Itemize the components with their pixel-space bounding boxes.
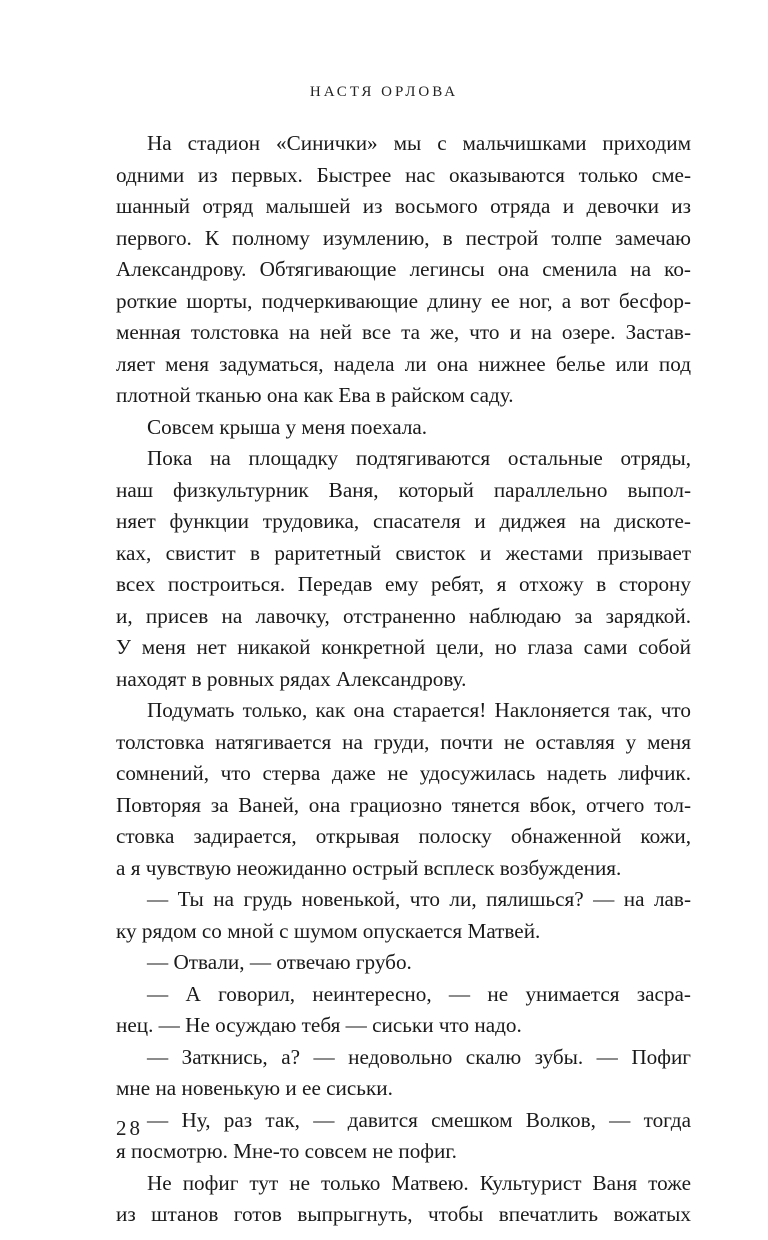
paragraph xyxy=(116,1105,691,1168)
paragraph xyxy=(116,412,691,444)
text-line: из штанов готов выпрыгнуть, чтобы впечатлить вожатых xyxy=(116,1202,691,1226)
text-line: — Ну, раз так, — давится смешком Волков, — тогда xyxy=(147,1107,691,1132)
text-line: плотной тканью она как Ева в райском саду. xyxy=(116,383,514,407)
body-text xyxy=(116,128,691,1231)
text-line: нец. — Не осуждаю тебя — сиськи что надо. xyxy=(116,1013,522,1037)
paragraph xyxy=(116,1168,691,1231)
text-line: мне на новенькую и ее сиськи. xyxy=(116,1076,393,1100)
text-line: ляет меня задуматься, надела ли она нижнее белье или под xyxy=(116,351,691,376)
text-line: Повторяя за Ваней, она грациозно тянется вбок, отчего тол- xyxy=(116,792,691,817)
text-line: толстовка натягивается на груди, почти не оставляя у меня xyxy=(116,729,691,754)
text-line: — Отвали, — отвечаю грубо. xyxy=(147,950,412,974)
text-line: Александрову. Обтягивающие легинсы она сменила на ко- xyxy=(116,257,691,281)
text-line: На стадион «Синички» мы с мальчишками приходим xyxy=(147,131,691,155)
text-line: я посмотрю. Мне-то совсем не пофиг. xyxy=(116,1139,457,1163)
text-line: — Ты на грудь новенькой, что ли, пялишься? — на лав- xyxy=(147,887,691,911)
text-line: а я чувствую неожиданно острый всплеск возбуждения. xyxy=(116,855,622,880)
text-line: первого. К полному изумлению, в пестрой толпе замечаю xyxy=(116,225,691,250)
text-line: находят в ровных рядах Александрову. xyxy=(116,666,467,691)
text-line: и, присев на лавочку, отстраненно наблюдаю за зарядкой. xyxy=(116,603,691,628)
paragraph xyxy=(116,695,691,884)
running-title: НАСТЯ ОРЛОВА xyxy=(309,84,459,100)
text-line: менная толстовка на ней все та же, что и на озере. Застав- xyxy=(116,320,691,344)
paragraph xyxy=(116,443,691,695)
text-line: роткие шорты, подчеркивающие длину ее ног, а вот бесфор- xyxy=(116,288,691,313)
text-line: наш физкультурник Ваня, который параллельно выпол- xyxy=(116,477,691,502)
text-line: стовка задирается, открывая полоску обнаженной кожи, xyxy=(116,824,691,848)
text-line: Не пофиг тут не только Матвею. Культурист Ваня тоже xyxy=(147,1170,691,1195)
paragraph xyxy=(116,947,691,979)
text-line: — Заткнись, а? — недовольно скалю зубы. — Пофиг xyxy=(147,1044,691,1069)
paragraph xyxy=(116,979,691,1042)
paragraph xyxy=(116,884,691,947)
text-line: ку рядом со мной с шумом опускается Матвей. xyxy=(116,918,541,943)
text-line: У меня нет никакой конкретной цели, но глаза сами собой xyxy=(116,635,691,659)
paragraph xyxy=(116,1042,691,1105)
text-line: Подумать только, как она старается! Наклоняется так, что xyxy=(147,698,691,722)
text-line: няет функции трудовика, спасателя и диджея на дискоте- xyxy=(116,509,691,533)
text-line: — А говорил, неинтересно, — не унимается засра- xyxy=(147,981,691,1006)
text-line: Пока на площадку подтягиваются остальные отряды, xyxy=(147,446,691,470)
text-line: шанный отряд малышей из восьмого отряда и девочки из xyxy=(116,194,691,218)
page-number: 28 xyxy=(116,1116,143,1140)
text-line: одними из первых. Быстрее нас оказываются только сме- xyxy=(116,162,691,187)
text-line: сомнений, что стерва даже не удосужилась надеть лифчик. xyxy=(116,761,691,785)
text-line: всех построиться. Передав ему ребят, я отхожу в сторону xyxy=(116,572,691,596)
text-line: ках, свистит в раритетный свисток и жестами призывает xyxy=(116,540,691,565)
paragraph xyxy=(116,128,691,412)
text-line: Совсем крыша у меня поехала. xyxy=(147,414,428,439)
